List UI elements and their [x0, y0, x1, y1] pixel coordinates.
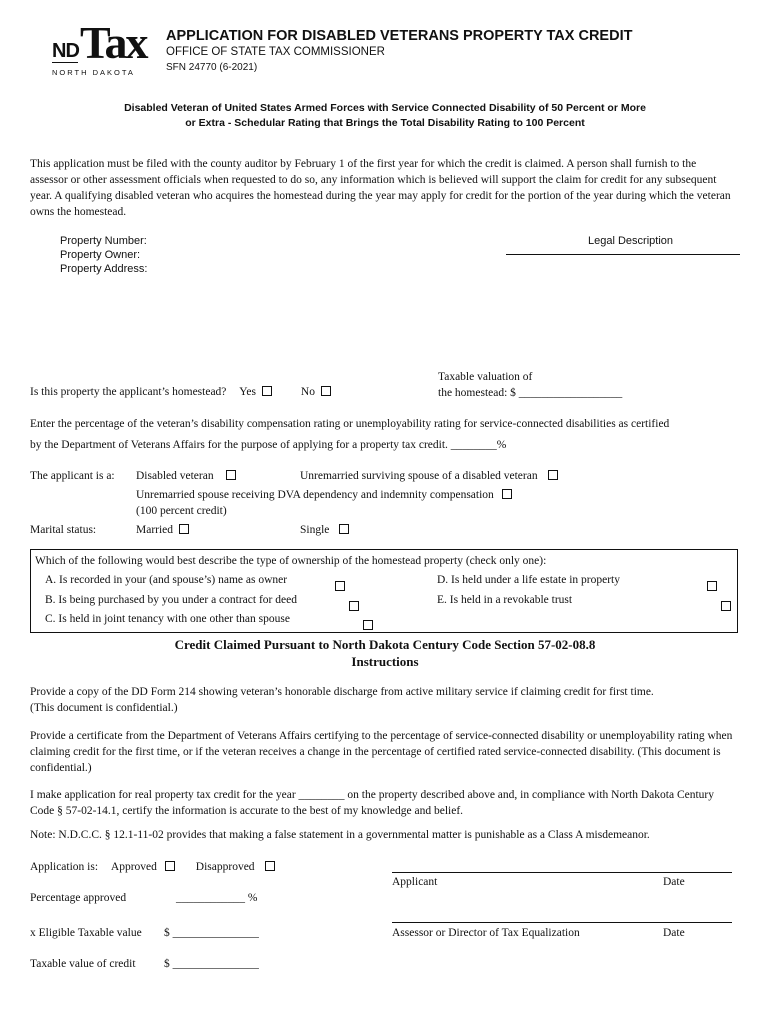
dva-spouse-note: (100 percent credit): [136, 505, 227, 517]
ownership-a-checkbox[interactable]: [335, 581, 345, 591]
certification-statement: I make application for real property tax credit for the year ________ on the property described above and, in compliance with North Dakota Century Code § 57-02-14.1, certify the information is accurate to the best of my knowledge and belief.: [30, 789, 715, 817]
homestead-yes-checkbox[interactable]: [262, 386, 272, 396]
assessor-date-label: Date: [663, 927, 685, 939]
surviving-spouse-label: Unremarried surviving spouse of a disabled veteran: [300, 470, 538, 482]
disabled-veteran-option: [136, 470, 236, 482]
legal-description-label: Legal Description: [588, 235, 673, 247]
subtitle-line2: or Extra - Schedular Rating that Brings the Total Disability Rating to 100 Percent: [185, 117, 585, 129]
ownership-e-checkbox[interactable]: [721, 601, 731, 611]
married-option: [136, 524, 189, 536]
applicant-signature-label: Applicant: [392, 876, 438, 888]
instructions-heading: Instructions: [351, 654, 419, 669]
eligible-taxable-value-field[interactable]: $ _______________: [164, 927, 259, 939]
homestead-no-checkbox[interactable]: [321, 386, 331, 396]
percentage-approved-field[interactable]: ____________ %: [176, 892, 258, 904]
ownership-option-a: A. Is recorded in your (and spouse’s) name as owner: [45, 574, 288, 586]
disapproved-label: Disapproved: [195, 861, 255, 873]
taxable-valuation-label: Taxable valuation of: [438, 371, 533, 383]
dva-spouse-checkbox[interactable]: [502, 489, 512, 499]
property-address-label: Property Address:: [60, 263, 148, 275]
subtitle-line1: Disabled Veteran of United States Armed Forces with Service Connected Disability of 50 Percent or More: [124, 102, 646, 114]
logo-tax: Tax: [80, 17, 147, 68]
application-status: [30, 861, 275, 873]
disabled-veteran-checkbox[interactable]: [226, 470, 236, 480]
eligible-taxable-value-label: x Eligible Taxable value: [30, 927, 142, 939]
homestead-question-text: Is this property the applicant’s homestead?: [30, 386, 227, 398]
taxable-valuation-field[interactable]: the homestead: $ __________________: [438, 387, 623, 399]
dva-spouse-label: Unremarried spouse receiving DVA dependency and indemnity compensation: [136, 489, 494, 501]
surviving-spouse-option: [300, 470, 558, 482]
nd-tax-logo: [50, 17, 147, 78]
application-status-label: Application is:: [30, 861, 99, 873]
office-name: OFFICE OF STATE TAX COMMISSIONER: [166, 46, 385, 58]
marital-status-label: Marital status:: [30, 524, 97, 536]
assessor-signature-label: Assessor or Director of Tax Equalization: [392, 927, 580, 939]
taxable-value-credit-field[interactable]: $ _______________: [164, 958, 259, 970]
surviving-spouse-checkbox[interactable]: [548, 470, 558, 480]
instruction-dd214-confidential: (This document is confidential.): [30, 702, 178, 714]
applicant-type-label: The applicant is a:: [30, 470, 115, 482]
ownership-section: [30, 549, 738, 633]
legal-description-line: [506, 254, 740, 255]
approved-checkbox[interactable]: [165, 861, 175, 871]
ownership-option-e: E. Is held in a revokable trust: [437, 594, 573, 606]
homestead-question: [30, 386, 331, 398]
ownership-c-checkbox[interactable]: [363, 620, 373, 630]
logo-underline: [52, 62, 78, 63]
disabled-veteran-label: Disabled veteran: [136, 470, 214, 482]
assessor-signature-line[interactable]: [392, 922, 732, 923]
form-title: APPLICATION FOR DISABLED VETERANS PROPERTY TAX CREDIT: [166, 28, 633, 44]
property-number-label: Property Number:: [60, 235, 147, 247]
intro-paragraph: This application must be filed with the county auditor by February 1 of the first year for which the credit is claimed. A person shall furnish to the assessor or other assessment officials when requested to do so, any information which is believed will support the claim for credit for any subsequent year. A qualifying disabled veteran who acquires the homestead during the year may apply for credit for the portion of the year during which the veteran owns the homestead.: [30, 158, 731, 218]
ownership-d-checkbox[interactable]: [707, 581, 717, 591]
logo-state: NORTH DAKOTA: [52, 68, 135, 77]
ownership-option-c: C. Is held in joint tenancy with one other than spouse: [45, 613, 290, 625]
ownership-option-b: B. Is being purchased by you under a contract for deed: [45, 594, 297, 606]
percentage-text-line1: Enter the percentage of the veteran’s disability compensation rating or unemployability rating for service-connected disabilities as certified: [30, 418, 670, 430]
approved-label: Approved: [110, 861, 157, 873]
married-checkbox[interactable]: [179, 524, 189, 534]
form-number: SFN 24770 (6-2021): [166, 62, 258, 73]
homestead-no-label: No: [300, 386, 315, 398]
misdemeanor-note: Note: N.D.C.C. § 12.1-11-02 provides that making a false statement in a governmental matter is punishable as a Class A misdemeanor.: [30, 829, 650, 841]
percentage-approved-label: Percentage approved: [30, 892, 127, 904]
percentage-text-line2[interactable]: by the Department of Veterans Affairs for the purpose of applying for a property tax credit. ________%: [30, 439, 507, 451]
property-owner-label: Property Owner:: [60, 249, 141, 261]
taxable-value-credit-label: Taxable value of credit: [30, 958, 136, 970]
married-label: Married: [136, 524, 174, 536]
disapproved-checkbox[interactable]: [265, 861, 275, 871]
ownership-option-d: D. Is held under a life estate in property: [437, 574, 620, 586]
ownership-b-checkbox[interactable]: [349, 601, 359, 611]
instruction-va-certificate: Provide a certificate from the Department of Veterans Affairs certifying to the percentage of service-connected disability or unemployability rating when claiming credit for the first time, or if the veteran receives a change in the percentage of certified rated service-connected disability. (This document is confidential.): [30, 730, 733, 774]
single-label: Single: [300, 524, 330, 536]
instruction-dd214: Provide a copy of the DD Form 214 showing veteran’s honorable discharge from active military service if claiming credit for first time.: [30, 686, 654, 698]
applicant-signature-line[interactable]: [392, 872, 732, 873]
applicant-date-label: Date: [663, 876, 685, 888]
ownership-question: Which of the following would best describe the type of ownership of the homestead property (check only one):: [35, 555, 547, 567]
logo-nd: ND: [52, 40, 79, 62]
dva-spouse-option: [136, 489, 512, 501]
single-checkbox[interactable]: [339, 524, 349, 534]
credit-heading: Credit Claimed Pursuant to North Dakota Century Code Section 57-02-08.8: [174, 637, 596, 652]
homestead-yes-label: Yes: [239, 386, 257, 398]
single-option: [300, 524, 349, 536]
